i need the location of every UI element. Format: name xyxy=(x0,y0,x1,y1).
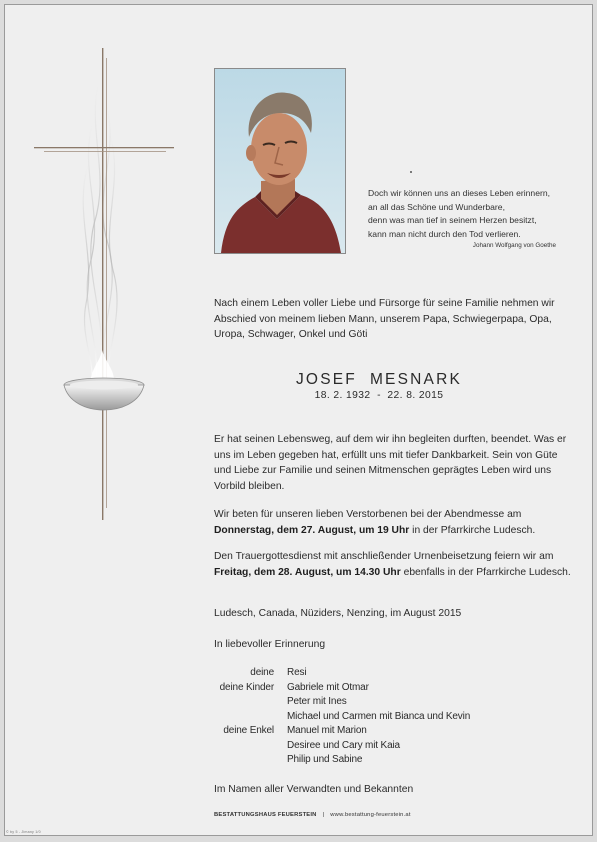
evening-mass-date: Donnerstag, dem 27. August, um 19 Uhr xyxy=(214,524,410,536)
decorative-dot xyxy=(410,171,412,173)
smoke-wisps xyxy=(83,84,117,380)
evening-mass-text xyxy=(214,507,574,538)
print-code: © by 5 - Jimany 1/0 xyxy=(6,830,41,834)
funeral-text xyxy=(214,549,574,580)
intro-text: Nach einem Leben voller Liebe und Fürsorge für seine Familie nehmen wir Abschied von meinem lieben Mann, unserem Papa, Schwiegerpapa, Opa, Uropa, Schwager, Onkel und Göti xyxy=(214,298,555,340)
family-grandchild: Manuel mit Marion xyxy=(287,725,367,736)
funeral-home-name: BESTATTUNGSHAUS FEUERSTEIN xyxy=(214,812,317,818)
in-memory-text: In liebevoller Erinnerung xyxy=(214,639,326,650)
funeral-date: Freitag, dem 28. August, um 14.30 Uhr xyxy=(214,566,401,578)
cross-icon xyxy=(30,44,180,524)
quote-author: Johann Wolfgang von Goethe xyxy=(472,242,556,250)
family-label-children: deine Kinder xyxy=(219,682,274,693)
closing-text: Im Namen aller Verwandten und Bekannten xyxy=(214,784,414,795)
tribute-text: Er hat seinen Lebensweg, auf dem wir ihn begleiten durften, beendet. Was er uns im Leben gegeben hat, erfüllt uns mit tiefer Dankbarkeit. Sein von Güte und Liebe zur Familie und seinen Mitmenschen geprägtes Leben wird uns Vorbild bleiben. xyxy=(214,434,567,492)
flame-bowl-icon xyxy=(64,378,144,410)
family-label-grandchildren: deine Enkel xyxy=(223,725,274,736)
footer xyxy=(214,812,411,818)
evening-mass-place: in der Pfarrkirche Ludesch. xyxy=(409,524,536,536)
life-dates: 18. 2. 1932 - 22. 8. 2015 xyxy=(314,390,444,401)
family-wife: Resi xyxy=(287,667,307,678)
quote-line: an all das Schöne und Wunderbare, xyxy=(368,201,505,212)
goethe-quote xyxy=(368,187,580,251)
family-grandchild: Philip und Sabine xyxy=(287,754,363,765)
funeral-home-website[interactable]: www.bestattung-feuerstein.at xyxy=(330,812,411,818)
family-label-wife: deine xyxy=(250,667,274,678)
quote-line: kann man nicht durch den Tod verlieren. xyxy=(368,228,521,239)
family-child: Michael und Carmen mit Bianca und Kevin xyxy=(287,711,471,722)
funeral-intro: Den Trauergottesdienst mit anschließender Urnenbeisetzung feiern wir am xyxy=(214,551,554,562)
place-date: Ludesch, Canada, Nüziders, Nenzing, im August 2015 xyxy=(214,608,462,619)
footer-separator: | xyxy=(322,812,325,818)
family-child: Gabriele mit Otmar xyxy=(287,682,369,693)
family-child: Peter mit Ines xyxy=(287,696,347,707)
quote-line: denn was man tief in seinem Herzen besitzt, xyxy=(368,215,537,226)
portrait-photo xyxy=(214,68,346,254)
evening-mass-intro: Wir beten für unseren lieben Verstorbenen bei der Abendmesse am xyxy=(214,509,522,520)
quote-line: Doch wir können uns an dieses Leben erinnern, xyxy=(368,188,551,198)
family-grandchild: Desiree und Cary mit Kaia xyxy=(287,740,400,751)
funeral-place: ebenfalls in der Pfarrkirche Ludesch. xyxy=(400,566,571,578)
deceased-name: JOSEF MESNARK xyxy=(295,371,463,388)
